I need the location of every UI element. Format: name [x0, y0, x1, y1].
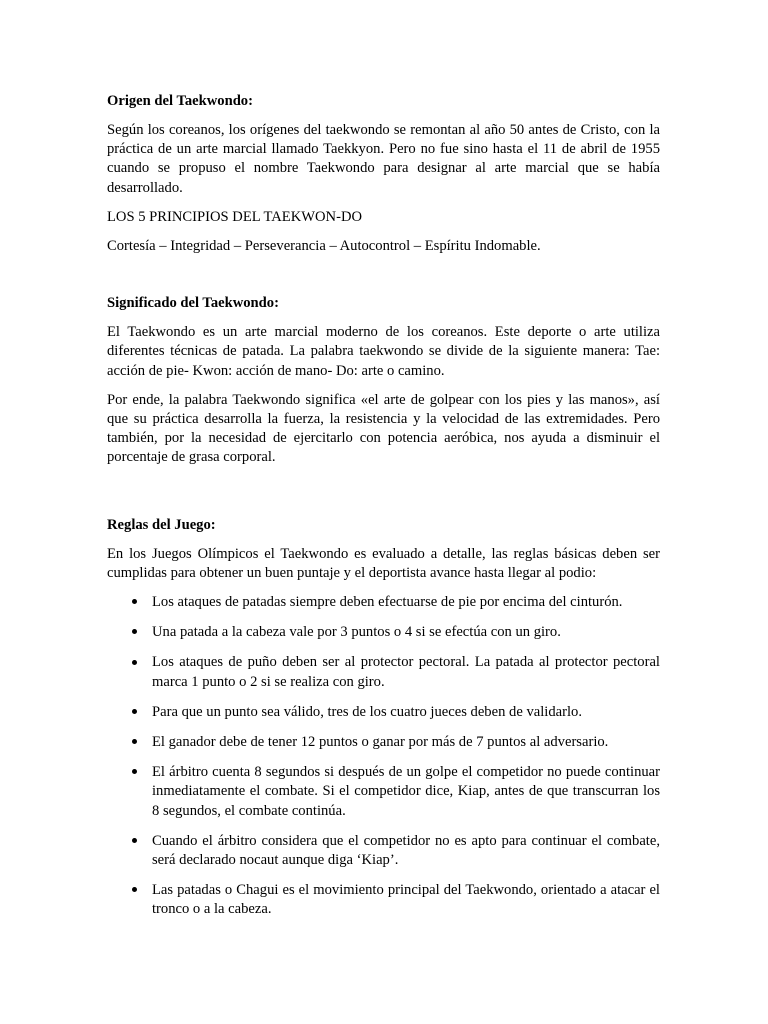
list-item [107, 623, 660, 642]
rule-text: Los ataques de patadas siempre deben efectuarse de pie por encima del cinturón. [152, 594, 623, 611]
principios-list: Cortesía – Integridad – Perseverancia – Autocontrol – Espíritu Indomable. [107, 238, 541, 255]
bullet-icon [129, 832, 139, 851]
rule-text: El árbitro cuenta 8 segundos si después de un golpe el competidor no puede continuar inmediatamente el combate. Si el competidor dice, Kiap, antes de que transcurran los 8 segundos, el combate continúa. [152, 764, 660, 819]
paragraph-reglas-intro: En los Juegos Olímpicos el Taekwondo es evaluado a detalle, las reglas básicas deben ser cumplidas para obtener un buen puntaje y el deportista avance hasta llegar al podio: [107, 545, 660, 581]
rule-text: Los ataques de puño deben ser al protector pectoral. La patada al protector pectoral marca 1 punto o 2 si se realiza con giro. [152, 654, 660, 690]
paragraph-significado-1: El Taekwondo es un arte marcial moderno de los coreanos. Este deporte o arte utiliza diferentes técnicas de patada. La palabra taekwondo se divide de la siguiente manera: Tae: acción de pie- Kwon: acción de mano- Do: arte o camino. [107, 324, 660, 379]
list-item [107, 832, 660, 870]
list-item [107, 703, 660, 722]
heading-reglas: Reglas del Juego: [107, 516, 216, 533]
list-item [107, 593, 660, 612]
heading-origen: Origen del Taekwondo: [107, 93, 253, 109]
bullet-icon [129, 733, 139, 752]
bullet-icon [129, 763, 139, 782]
bullet-icon [129, 593, 139, 612]
list-item [107, 733, 660, 752]
list-item [107, 653, 660, 691]
principios-title: LOS 5 PRINCIPIOS DEL TAEKWON-DO [107, 208, 363, 225]
paragraph-origen: Según los coreanos, los orígenes del taekwondo se remontan al año 50 antes de Cristo, con la práctica de un arte marcial llamado Taekkyon. Pero no fue sino hasta el 11 de abril de 1955 cuando se propuso el nombre Taekwondo para designar al arte marcial que se había desarrollado. [107, 122, 660, 196]
rule-text: Para que un punto sea válido, tres de los cuatro jueces deben de validarlo. [152, 703, 582, 720]
bullet-icon [129, 653, 139, 672]
bullet-icon [129, 881, 139, 900]
rule-text: Las patadas o Chagui es el movimiento principal del Taekwondo, orientado a atacar el tronco o a la cabeza. [152, 882, 660, 918]
bullet-icon [129, 623, 139, 642]
rule-text: Una patada a la cabeza vale por 3 puntos o 4 si se efectúa con un giro. [152, 624, 561, 641]
heading-significado: Significado del Taekwondo: [107, 295, 279, 312]
rule-text: El ganador debe de tener 12 puntos o ganar por más de 7 puntos al adversario. [152, 734, 609, 751]
bullet-icon [129, 703, 139, 722]
rules-list [107, 593, 660, 920]
rule-text: Cuando el árbitro considera que el competidor no es apto para continuar el combate, será declarado nocaut aunque diga ‘Kiap’. [152, 832, 660, 869]
list-item [107, 881, 660, 919]
paragraph-significado-2: Por ende, la palabra Taekwondo significa «el arte de golpear con los pies y las manos», así que su práctica desarrolla la fuerza, la resistencia y la velocidad de las extremidades. Pero también, por la necesidad de ejercitarlo con potencia aeróbica, nos ayuda a disminuir el porcentaje de grasa corporal. [107, 391, 660, 466]
list-item [107, 763, 660, 821]
document-page [107, 92, 660, 931]
